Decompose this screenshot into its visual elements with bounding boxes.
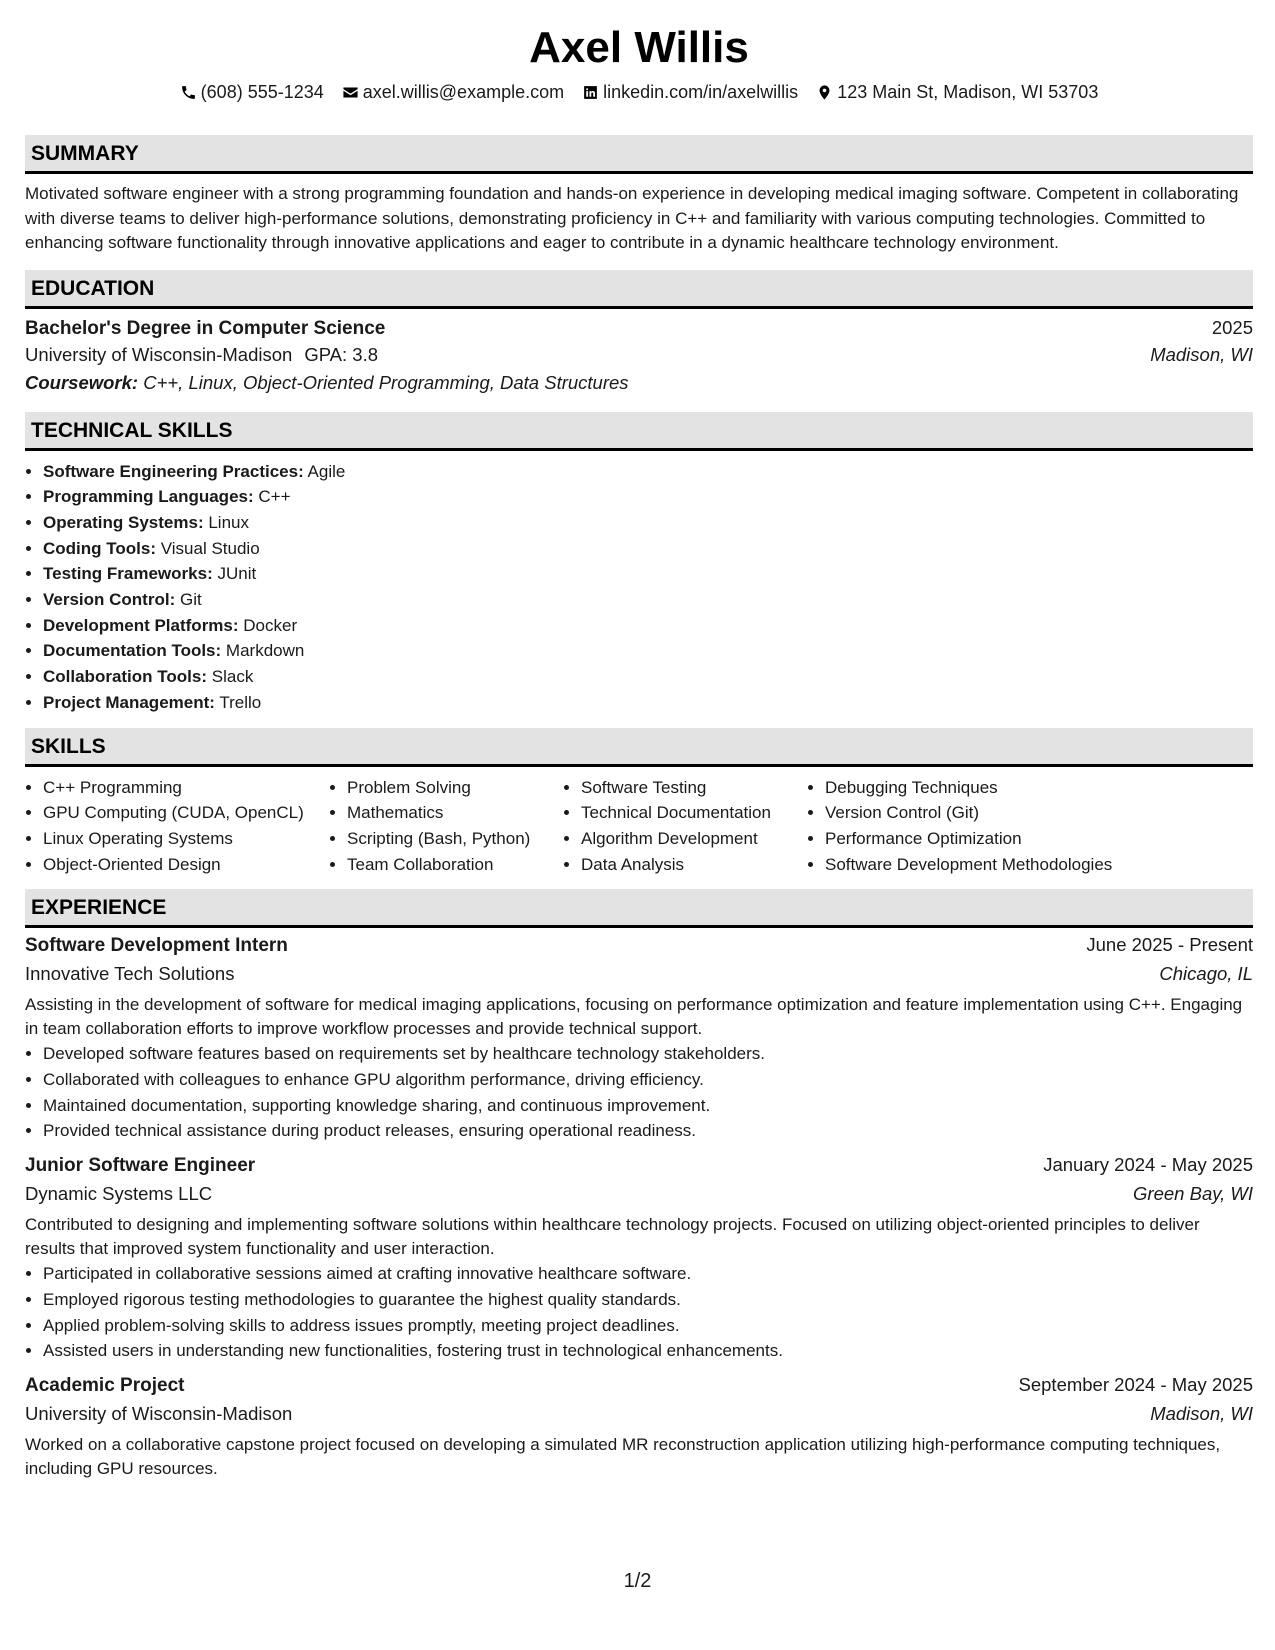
job-title: Junior Software Engineer [25, 1155, 256, 1177]
technical-skill-label: Documentation Tools: [43, 641, 222, 661]
skills-column [25, 775, 329, 878]
job-bullets [25, 1041, 1253, 1144]
experience-entry [25, 1154, 1253, 1364]
job-bullet: • Provided technical assistance during product releases, ensuring operational readiness. [43, 1118, 1253, 1144]
skills-column [563, 775, 807, 878]
skill-item: • Software Testing [581, 775, 807, 801]
contact-linkedin[interactable] [582, 78, 798, 106]
technical-skill-item [43, 536, 1253, 562]
phone-icon [180, 84, 197, 101]
technical-skill-label: Collaboration Tools: [43, 667, 208, 687]
linkedin-icon [582, 84, 599, 101]
technical-skill-value: JUnit [217, 564, 257, 584]
degree-title: Bachelor's Degree in Computer Science [25, 317, 386, 339]
technical-skill-label: Programming Languages: [43, 487, 254, 507]
technical-skill-item [43, 613, 1253, 639]
technical-skill-value: Visual Studio [160, 538, 260, 558]
skill-item: • Version Control (Git) [825, 800, 1112, 826]
summary-heading: SUMMARY [25, 135, 1253, 174]
phone-text: (608) 555-1234 [200, 82, 324, 102]
technical-skill-label: Version Control: [43, 590, 176, 610]
contact-bar [25, 78, 1253, 106]
skill-item: • Software Development Methodologies [825, 852, 1112, 878]
technical-skill-label: Coding Tools: [43, 538, 156, 558]
experience-list [25, 934, 1253, 1481]
skills-column [329, 775, 563, 878]
job-location: Chicago, IL [1159, 963, 1253, 985]
technical-skill-label: Project Management: [43, 692, 215, 712]
candidate-name: Axel Willis [529, 23, 749, 72]
job-bullet: • Maintained documentation, supporting knowledge sharing, and continuous improvement. [43, 1093, 1253, 1119]
technical-skill-value: C++ [258, 487, 291, 507]
job-bullet: • Applied problem-solving skills to address issues promptly, meeting project deadlines. [43, 1313, 1253, 1339]
coursework-label: Coursework: [25, 371, 139, 393]
technical-skill-item [43, 561, 1253, 587]
skill-item: • Debugging Techniques [825, 775, 1112, 801]
job-description: Worked on a collaborative capstone project focused on developing a simulated MR reconstruction application utilizing high-performance computing techniques, including GPU resources. [25, 1434, 1221, 1478]
technical-skill-value: Docker [243, 615, 298, 635]
job-description: Assisting in the development of software for medical imaging applications, focusing on performance optimization and feature implementation using C++. Engaging in team collaboration efforts to improve workflow processes and provide technical support. [25, 995, 1243, 1039]
technical-skill-label: Testing Frameworks: [43, 564, 213, 584]
job-header-row [25, 1374, 1253, 1397]
technical-skill-label: Operating Systems: [43, 512, 204, 532]
coursework-list: C++, Linux, Object-Oriented Programming, Data Structures [143, 371, 629, 393]
technical-skill-value: Git [179, 590, 202, 610]
graduation-year: 2025 [1211, 316, 1253, 338]
contact-email[interactable] [342, 78, 564, 106]
job-company-row [25, 1183, 1253, 1205]
technical-skill-value: Slack [211, 667, 254, 687]
job-company: University of Wisconsin-Madison [25, 1402, 293, 1424]
contact-address [816, 78, 1098, 106]
school-info [25, 344, 378, 366]
technical-skill-value: Linux [208, 512, 249, 532]
technical-skill-value: Trello [219, 692, 262, 712]
technical-skills-heading: TECHNICAL SKILLS [25, 412, 1253, 451]
skill-item: • Scripting (Bash, Python) [347, 826, 563, 852]
skills-heading: SKILLS [25, 728, 1253, 767]
job-description: Contributed to designing and implementing software solutions within healthcare technology projects. Focused on utilizing object-oriented principles to deliver results that improved system functionality and user interaction. [25, 1215, 1200, 1259]
skill-item: • Data Analysis [581, 852, 807, 878]
technical-skill-item [43, 484, 1253, 510]
page-number: 1/2 [623, 1570, 652, 1592]
technical-skill-item [43, 587, 1253, 613]
address-text: 123 Main St, Madison, WI 53703 [837, 82, 1099, 102]
job-dates: January 2024 - May 2025 [1043, 1154, 1253, 1176]
contact-phone [180, 78, 324, 106]
education-row-school [25, 344, 1253, 366]
skill-item: • Team Collaboration [347, 852, 563, 878]
education-row-degree [25, 317, 1253, 340]
job-title: Academic Project [25, 1374, 185, 1396]
job-header-row [25, 1154, 1253, 1177]
technical-skill-label: Development Platforms: [43, 615, 239, 635]
skill-item: • Object-Oriented Design [43, 852, 329, 878]
job-dates: June 2025 - Present [1086, 934, 1253, 956]
technical-skill-item [43, 459, 1253, 485]
education-heading: EDUCATION [25, 270, 1253, 309]
envelope-icon [342, 84, 359, 101]
email-link[interactable]: axel.willis@example.com [362, 82, 565, 102]
experience-entry [25, 1374, 1253, 1481]
technical-skill-item [43, 510, 1253, 536]
job-location: Green Bay, WI [1133, 1183, 1253, 1205]
resume-page [25, 0, 1253, 1481]
technical-skill-item [43, 690, 1253, 716]
job-bullet: • Developed software features based on requirements set by healthcare technology stakeholders. [43, 1041, 1253, 1067]
skill-item: • Performance Optimization [825, 826, 1112, 852]
job-company: Innovative Tech Solutions [25, 963, 235, 985]
skill-item: • Linux Operating Systems [43, 826, 329, 852]
school-location: Madison, WI [1150, 343, 1253, 365]
job-header-row [25, 934, 1253, 957]
experience-entry [25, 934, 1253, 1144]
skills-column [807, 775, 1112, 878]
job-bullet: • Collaborated with colleagues to enhance GPU algorithm performance, driving efficiency. [43, 1067, 1253, 1093]
technical-skill-value: Agile [307, 461, 346, 481]
summary-text: Motivated software engineer with a strong programming foundation and hands-on experience in developing medical imaging software. Competent in collaborating with diverse teams to deliver high-performance solutions, demonstrating proficiency in C++ and familiarity with various computing technologies. Committed to enhancing software functionality through innovative applications and eager to contribute in a dynamic healthcare technology environment. [25, 184, 1239, 252]
job-title: Software Development Intern [25, 935, 288, 957]
technical-skill-label: Software Engineering Practices: [43, 461, 304, 481]
skill-item: • Algorithm Development [581, 826, 807, 852]
job-location: Madison, WI [1150, 1402, 1253, 1424]
skills-grid [25, 775, 1253, 878]
map-pin-icon [816, 84, 833, 101]
linkedin-link[interactable]: linkedin.com/in/axelwillis [603, 82, 799, 102]
technical-skill-value: Markdown [225, 641, 305, 661]
job-dates: September 2024 - May 2025 [1018, 1373, 1253, 1395]
job-company-row [25, 963, 1253, 985]
gpa: GPA: 3.8 [304, 343, 379, 365]
skill-item: • Technical Documentation [581, 800, 807, 826]
skill-item: • C++ Programming [43, 775, 329, 801]
technical-skill-item [43, 638, 1253, 664]
job-bullet: • Assisted users in understanding new functionalities, fostering trust in technological enhancements. [43, 1338, 1253, 1364]
school-name: University of Wisconsin-Madison [25, 343, 293, 365]
skill-item: • Problem Solving [347, 775, 563, 801]
technical-skills-list [25, 459, 1253, 716]
job-bullet: • Employed rigorous testing methodologies to guarantee the highest quality standards. [43, 1287, 1253, 1313]
skill-item: • GPU Computing (CUDA, OpenCL) [43, 800, 329, 826]
job-bullet: • Participated in collaborative sessions aimed at crafting innovative healthcare software. [43, 1261, 1253, 1287]
job-company: Dynamic Systems LLC [25, 1183, 213, 1205]
skill-item: • Mathematics [347, 800, 563, 826]
experience-heading: EXPERIENCE [25, 889, 1253, 928]
job-bullets [25, 1261, 1253, 1364]
job-company-row [25, 1403, 1253, 1425]
coursework [25, 372, 1253, 394]
technical-skill-item [43, 664, 1253, 690]
